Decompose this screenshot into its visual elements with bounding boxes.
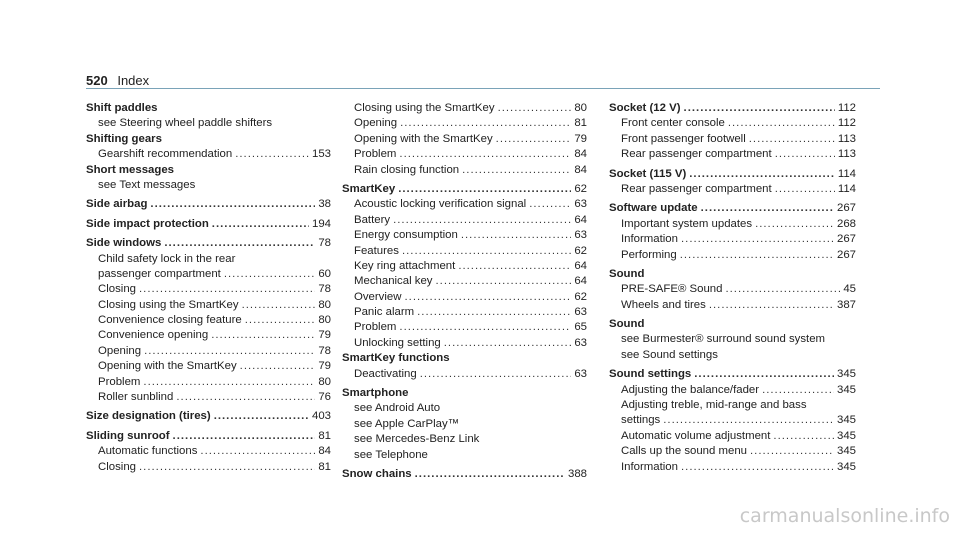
dot-leader (498, 101, 572, 116)
index-entry (86, 163, 331, 178)
page-ref-link[interactable]: 345 (836, 429, 856, 442)
dot-leader (173, 429, 316, 444)
entry-label: see Steering wheel paddle shifters (98, 117, 273, 130)
index-column-1 (86, 101, 331, 475)
dot-leader (728, 116, 835, 131)
page-ref-link[interactable]: 84 (318, 445, 331, 458)
index-subentry (342, 290, 587, 305)
dot-leader (755, 217, 834, 232)
index-subentry (86, 147, 331, 162)
index-subentry (342, 197, 587, 212)
page-ref-link[interactable]: 345 (836, 445, 856, 458)
dot-leader (139, 282, 315, 297)
entry-label: Roller sunblind (98, 391, 174, 404)
index-subentry (86, 116, 331, 131)
entry-label: Performing (621, 248, 677, 261)
index-subentry (86, 359, 331, 374)
page-ref-link[interactable]: 84 (574, 148, 587, 161)
entry-label: see Apple CarPlay™ (354, 417, 460, 430)
page-ref-link[interactable]: 78 (318, 344, 331, 357)
dot-leader (143, 375, 315, 390)
entry-label: settings (621, 414, 661, 427)
index-entry (609, 367, 856, 382)
index-subentry (609, 444, 856, 459)
index-subentry (609, 182, 856, 197)
page-header (86, 73, 149, 89)
index-subentry (609, 383, 856, 398)
dot-leader (681, 460, 834, 475)
dot-leader (400, 116, 571, 131)
page-ref-link[interactable]: 79 (574, 132, 587, 145)
index-entry (86, 409, 331, 424)
entry-label: Energy consumption (354, 229, 458, 242)
page-ref-link[interactable]: 345 (836, 383, 856, 396)
page-ref-link[interactable]: 267 (836, 233, 856, 246)
index-subentry (86, 282, 331, 297)
dot-leader (212, 217, 309, 232)
dot-leader (725, 282, 840, 297)
entry-label: Child safety lock in the rear (98, 252, 236, 265)
entry-label: Unlocking setting (354, 336, 441, 349)
index-subentry (86, 267, 331, 282)
dot-leader (689, 167, 835, 182)
entry-label: Problem (354, 148, 397, 161)
index-subentry (342, 305, 587, 320)
entry-label: Front center console (621, 117, 725, 130)
entry-label: Acoustic locking verification signal (354, 198, 527, 211)
page-ref-link[interactable]: 345 (836, 368, 856, 381)
index-entry (86, 197, 331, 212)
index-subentry (609, 332, 856, 347)
index-entry (609, 317, 856, 332)
entry-label: Problem (354, 321, 397, 334)
dot-leader (404, 290, 571, 305)
index-subentry (609, 132, 856, 147)
dot-leader (684, 101, 835, 116)
page-ref-link[interactable]: 79 (318, 360, 331, 373)
entry-label: Information (621, 233, 678, 246)
index-entry (342, 467, 587, 482)
section-title: Index (117, 73, 150, 88)
index-subentry (86, 375, 331, 390)
index-entry (342, 386, 587, 401)
entry-label: Front passenger footwell (621, 132, 746, 145)
page-ref-link[interactable]: 63 (574, 367, 587, 380)
index-subentry (342, 336, 587, 351)
dot-leader (775, 182, 835, 197)
page-ref-link[interactable]: 80 (574, 102, 587, 114)
dot-leader (701, 201, 834, 216)
index-entry (86, 236, 331, 251)
entry-label: Opening with the SmartKey (98, 360, 237, 373)
index-subentry (86, 328, 331, 343)
index-entry (609, 101, 856, 116)
dot-leader (393, 213, 571, 228)
index-subentry (609, 147, 856, 162)
index-subentry (86, 390, 331, 405)
entry-label: Sound (609, 267, 645, 280)
dot-leader (176, 390, 315, 405)
index-entry (342, 351, 587, 366)
entry-label: Convenience opening (98, 329, 209, 342)
page-ref-link[interactable]: 194 (311, 217, 331, 230)
page-ref-link[interactable]: 65 (574, 321, 587, 334)
index-subentry (342, 116, 587, 131)
dot-leader (773, 429, 834, 444)
index-subentry (609, 348, 856, 363)
entry-label: Deactivating (354, 367, 417, 380)
entry-label: Socket (115 V) (609, 167, 687, 180)
page-ref-link[interactable]: 63 (574, 336, 587, 349)
entry-label: Key ring attachment (354, 259, 456, 272)
entry-label: Adjusting the balance/fader (621, 383, 760, 396)
page-ref-link[interactable]: 81 (574, 117, 587, 130)
entry-label: Snow chains (342, 467, 412, 480)
page-ref-link[interactable]: 78 (318, 237, 331, 250)
dot-leader (749, 132, 835, 147)
index-subentry (609, 398, 856, 413)
index-subentry (342, 432, 587, 447)
index-subentry (342, 132, 587, 147)
index-subentry (609, 298, 856, 313)
dot-leader (681, 232, 834, 247)
dot-leader (150, 197, 315, 212)
entry-label: Side windows (86, 237, 162, 250)
index-subentry (86, 460, 331, 475)
page-ref-link[interactable]: 81 (318, 460, 331, 473)
page-ref-link[interactable]: 112 (837, 102, 856, 114)
index-entry (609, 267, 856, 282)
dot-leader (417, 305, 571, 320)
page-ref-link[interactable]: 62 (574, 290, 587, 303)
entry-label: Mechanical key (354, 275, 433, 288)
dot-leader (462, 163, 571, 178)
page-ref-link[interactable]: 345 (836, 460, 856, 473)
watermark: carmanualsonline.info (739, 505, 950, 527)
index-entry (86, 429, 331, 444)
entry-label: Opening (354, 117, 398, 130)
dot-leader (680, 248, 834, 263)
entry-label: SmartKey functions (342, 352, 450, 365)
dot-leader (709, 298, 834, 313)
page-ref-link[interactable]: 80 (318, 298, 331, 311)
index-subentry (86, 444, 331, 459)
entry-label: Sound (609, 318, 645, 331)
entry-label: Software update (609, 202, 698, 215)
index-subentry (342, 401, 587, 416)
dot-leader (240, 359, 316, 374)
page-ref-link[interactable]: 113 (837, 148, 856, 161)
entry-label: see Android Auto (354, 402, 441, 415)
index-subentry (342, 147, 587, 162)
index-subentry (342, 163, 587, 178)
dot-leader (200, 444, 315, 459)
entry-label: Opening (98, 344, 142, 357)
index-entry (609, 201, 856, 216)
index-subentry (609, 248, 856, 263)
entry-label: Shifting gears (86, 132, 162, 145)
index-subentry (86, 313, 331, 328)
entry-label: Panic alarm (354, 306, 415, 319)
entry-label: Overview (354, 290, 402, 303)
index-subentry (609, 282, 856, 297)
dot-leader (235, 147, 309, 162)
dot-leader (496, 132, 572, 147)
index-subentry (342, 274, 587, 289)
entry-label: Short messages (86, 163, 174, 176)
page-ref-link[interactable]: 81 (318, 429, 331, 442)
dot-leader (762, 383, 834, 398)
index-subentry (342, 367, 587, 382)
index-column-2 (342, 101, 587, 482)
entry-label: Gearshift recommendation (98, 148, 233, 161)
page-ref-link[interactable]: 63 (574, 198, 587, 211)
page-ref-link[interactable]: 63 (574, 229, 587, 242)
page-ref-link[interactable]: 60 (318, 267, 331, 280)
entry-label: Side impact protection (86, 217, 209, 230)
page-ref-link[interactable]: 388 (567, 467, 587, 480)
dot-leader (224, 267, 316, 282)
header-rule (86, 88, 880, 89)
index-subentry (609, 429, 856, 444)
index-subentry (342, 417, 587, 432)
page-ref-link[interactable]: 79 (318, 329, 331, 342)
dot-leader (415, 467, 565, 482)
entry-label: Problem (98, 375, 141, 388)
page-ref-link[interactable]: 80 (318, 375, 331, 388)
index-subentry (86, 344, 331, 359)
entry-label: Automatic functions (98, 445, 198, 458)
index-column-3 (609, 101, 856, 475)
entry-label: Wheels and tires (621, 298, 706, 311)
index-subentry (342, 213, 587, 228)
entry-label: see Burmester® surround sound system (621, 333, 826, 346)
index-entry (86, 132, 331, 147)
dot-leader (399, 147, 571, 162)
page-ref-link[interactable]: 38 (318, 198, 331, 211)
page-ref-link[interactable]: 64 (574, 259, 587, 272)
dot-leader (444, 336, 572, 351)
entry-label: Sound settings (609, 368, 692, 381)
entry-label: Important system updates (621, 217, 753, 230)
index-entry (86, 101, 331, 116)
page-ref-link[interactable]: 153 (311, 148, 331, 161)
page-ref-link[interactable]: 387 (836, 298, 856, 311)
entry-label: Sliding sunroof (86, 429, 170, 442)
page-ref-link[interactable]: 62 (574, 244, 587, 257)
entry-label: see Telephone (354, 448, 428, 461)
entry-label: Smartphone (342, 387, 409, 400)
entry-label: see Mercedes-Benz Link (354, 433, 480, 446)
dot-leader (750, 444, 834, 459)
entry-label: Closing using the SmartKey (354, 102, 495, 114)
page-ref-link[interactable]: 84 (574, 163, 587, 176)
dot-leader (399, 320, 571, 335)
index-subentry (609, 460, 856, 475)
index-subentry (342, 448, 587, 463)
dot-leader (663, 413, 834, 428)
index-entry (609, 167, 856, 182)
page-ref-link[interactable]: 63 (574, 306, 587, 319)
page-ref-link[interactable]: 267 (836, 202, 856, 215)
page-ref-link[interactable]: 268 (836, 217, 856, 230)
entry-label: SmartKey (342, 182, 396, 195)
entry-label: see Text messages (98, 178, 196, 191)
entry-label: Calls up the sound menu (621, 445, 748, 458)
index-subentry (609, 116, 856, 131)
entry-label: Closing (98, 460, 136, 473)
entry-label: Rain closing function (354, 163, 460, 176)
page-ref-link[interactable]: 113 (837, 132, 856, 145)
entry-label: Rear passenger compartment (621, 182, 772, 195)
dot-leader (694, 367, 834, 382)
page-number: 520 (86, 73, 108, 88)
entry-label: Shift paddles (86, 102, 158, 114)
entry-label: Features (354, 244, 399, 257)
entry-label: Size designation (tires) (86, 410, 211, 423)
entry-label: Closing (98, 283, 136, 296)
entry-label: Battery (354, 213, 391, 226)
page-ref-link[interactable]: 62 (574, 182, 587, 195)
entry-label: Adjusting treble, mid-range and bass (621, 399, 807, 412)
index-subentry (609, 232, 856, 247)
index-subentry (342, 320, 587, 335)
page-ref-link[interactable]: 64 (574, 213, 587, 226)
index-subentry (86, 252, 331, 267)
entry-label: Opening with the SmartKey (354, 132, 493, 145)
page-ref-link[interactable]: 112 (837, 117, 856, 130)
index-subentry (609, 217, 856, 232)
page-ref-link[interactable]: 64 (574, 275, 587, 288)
page-ref-link[interactable]: 78 (318, 283, 331, 296)
page-ref-link[interactable]: 80 (318, 314, 331, 327)
page-ref-link[interactable]: 267 (836, 248, 856, 261)
entry-label: PRE-SAFE® Sound (621, 283, 723, 296)
page-ref-link[interactable]: 45 (843, 283, 856, 296)
dot-leader (211, 328, 315, 343)
dot-leader (398, 182, 571, 197)
entry-label: Information (621, 460, 678, 473)
dot-leader (242, 298, 316, 313)
entry-label: Automatic volume adjustment (621, 429, 771, 442)
dot-leader (214, 409, 309, 424)
entry-label: Side airbag (86, 198, 148, 211)
page-ref-link[interactable]: 76 (318, 391, 331, 404)
index-subentry (86, 178, 331, 193)
index-subentry (342, 244, 587, 259)
page-ref-link[interactable]: 403 (311, 410, 331, 423)
index-entry (86, 217, 331, 232)
index-entry (342, 182, 587, 197)
dot-leader (402, 244, 571, 259)
entry-label: Socket (12 V) (609, 102, 681, 114)
dot-leader (458, 259, 571, 274)
index-subentry (86, 298, 331, 313)
entry-label: see Sound settings (621, 348, 718, 361)
dot-leader (164, 236, 315, 251)
index-subentry (342, 101, 587, 116)
entry-label: Rear passenger compartment (621, 148, 772, 161)
entry-label: Convenience closing feature (98, 314, 242, 327)
entry-label: Closing using the SmartKey (98, 298, 239, 311)
dot-leader (144, 344, 315, 359)
dot-leader (775, 147, 835, 162)
dot-leader (461, 228, 571, 243)
dot-leader (420, 367, 572, 382)
dot-leader (529, 197, 571, 212)
index-subentry (342, 228, 587, 243)
dot-leader (245, 313, 316, 328)
index-subentry (609, 413, 856, 428)
dot-leader (436, 274, 572, 289)
page-ref-link[interactable]: 114 (837, 182, 856, 195)
index-subentry (342, 259, 587, 274)
dot-leader (139, 460, 315, 475)
page-ref-link[interactable]: 114 (837, 167, 856, 180)
page-ref-link[interactable]: 345 (836, 414, 856, 427)
entry-label: passenger compartment (98, 267, 221, 280)
